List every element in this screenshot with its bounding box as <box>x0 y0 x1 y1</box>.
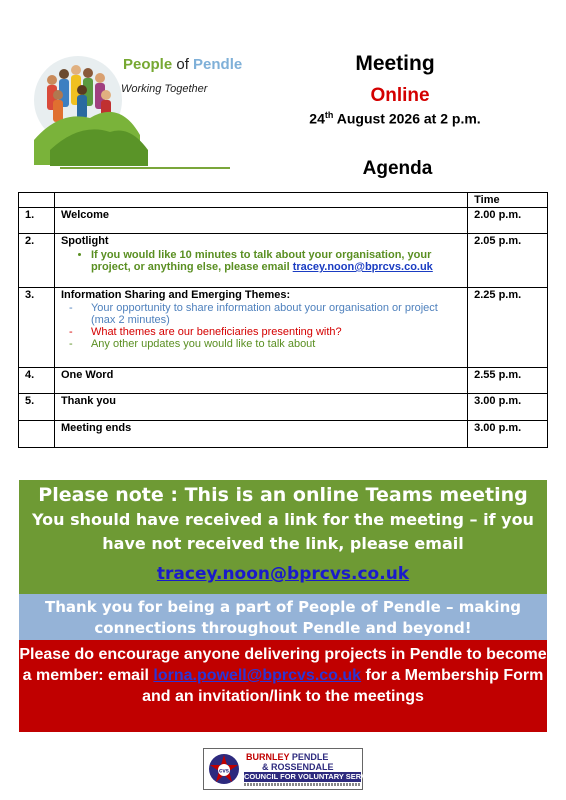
table-row: 3. Information Sharing and Emerging Themes: - Your opportunity to share information about your organisation or project (max 2 minutes) - What themes are our beneficiaries presenting with? - Any other updates you would like to talk about 2.25 p.m. <box>19 288 548 368</box>
list-item: • If you would like 10 minutes to talk about your organisation, your project, or anything else, please email tracey.noon@bprcvs.co.uk <box>91 249 461 273</box>
notice-text: You should have received a link for the meeting – if you have not received the link, please email <box>32 510 534 553</box>
spotlight-bullet-list <box>91 249 461 273</box>
themes-sublist <box>91 302 461 350</box>
cvs-line1: BURNLEY PENDLE <box>246 752 329 762</box>
page-title: Meeting <box>355 52 435 75</box>
meeting-mode: Online <box>370 85 430 106</box>
svg-text:cvs: cvs <box>218 768 230 775</box>
table-row: 2. Spotlight • If you would like 10 minutes to talk about your organisation, your project, or anything else, please email tracey.noon@bprcvs.co.uk 2.05 p.m. <box>19 234 548 288</box>
membership-band: Please do encourage anyone delivering projects in Pendle to become a member: email lorna.powell@bprcvs.co.uk for a Membership Form and an invitation/link to the meetings <box>19 640 547 732</box>
table-row: 5. Thank you 3.00 p.m. <box>19 394 548 421</box>
cvs-line2: & ROSSENDALE <box>262 762 334 772</box>
list-item: - What themes are our beneficiaries presenting with? <box>91 326 461 338</box>
logo-underline <box>60 167 230 169</box>
teams-notice-band <box>19 480 547 594</box>
email-link[interactable]: tracey.noon@bprcvs.co.uk <box>156 564 410 584</box>
logo-title: People of Pendle <box>123 56 243 73</box>
table-header-row <box>19 193 548 208</box>
cvs-line3: COUNCIL FOR VOLUNTARY SERVICE <box>244 772 379 781</box>
table-row: Meeting ends 3.00 p.m. <box>19 421 548 448</box>
agenda-item-title: Spotlight <box>60 235 109 247</box>
list-item: - Any other updates you would like to talk about <box>91 338 461 350</box>
thanks-band: Thank you for being a part of People of Pendle – making connections throughout Pendle and beyond! <box>19 594 547 640</box>
agenda-item-title: Information Sharing and Emerging Themes: <box>60 289 291 301</box>
agenda-heading: Agenda <box>362 158 433 179</box>
meeting-date: 24th August 2026 at 2 p.m. <box>309 110 481 127</box>
time-column-header: Time <box>468 193 548 208</box>
notice-heading: Please note : This is an online Teams meeting <box>38 484 528 506</box>
people-of-pendle-logo <box>30 40 243 170</box>
table-row: 1. Welcome 2.00 p.m. <box>19 208 548 234</box>
agenda-table <box>18 192 548 448</box>
email-link[interactable]: tracey.noon@bprcvs.co.uk <box>292 261 433 273</box>
cvs-logo <box>203 748 379 790</box>
table-row: 4. One Word 2.55 p.m. <box>19 368 548 394</box>
list-item: - Your opportunity to share information about your organisation or project (max 2 minutes) <box>91 302 461 326</box>
logo-tagline: Working Together <box>121 83 208 95</box>
cvs-star-icon <box>207 752 241 786</box>
email-link[interactable]: lorna.powell@bprcvs.co.uk <box>153 667 362 684</box>
cvs-fineprint <box>244 783 361 786</box>
